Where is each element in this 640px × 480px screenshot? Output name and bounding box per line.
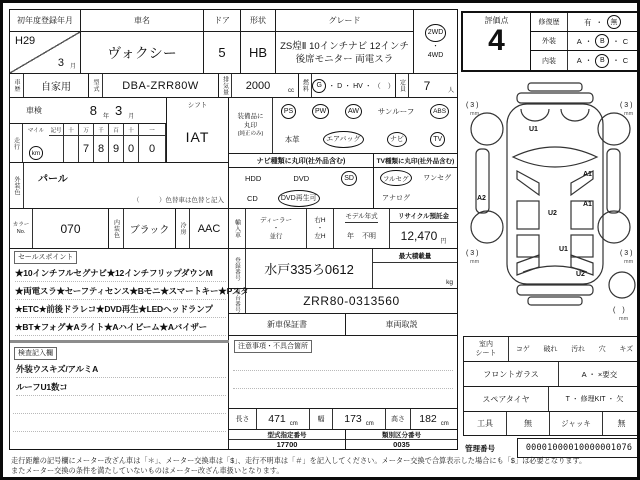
footer-note: [11, 456, 637, 476]
fuel-rest: ・ D ・ HV ・ （ ）: [328, 82, 395, 90]
note-text: 色替車は色替と記入: [165, 197, 224, 204]
shift-cell: [166, 97, 229, 163]
equipment-box: [228, 97, 458, 154]
nav-hdd: HDD: [245, 173, 262, 183]
type-designation-cell: [228, 429, 346, 450]
registration-row: [228, 248, 458, 289]
sep: ・: [584, 56, 593, 65]
mileage-digit: 8: [94, 136, 109, 162]
mileage-header: 一: [139, 124, 166, 136]
management-no-value: 00001000010000001076: [517, 438, 640, 458]
grade-value: [275, 31, 414, 74]
chassis-row: [228, 288, 458, 314]
mileage-digit: 0: [124, 136, 139, 162]
equip-leather: 本革: [284, 134, 300, 144]
pillar-left: [517, 171, 539, 195]
spare-tire-label: スペアタイヤ: [464, 387, 549, 411]
wheel-front-left: [471, 113, 503, 145]
capacity-value: 7: [423, 78, 431, 93]
tread-spare: ( ): [613, 307, 625, 314]
tools-row: [463, 411, 640, 436]
equipment-label: 装備品に 丸印 (純正のみ): [229, 98, 273, 153]
windshield-value: A ・ ×要交: [581, 369, 618, 379]
rear-pillar-left: [517, 255, 539, 275]
window-right-rear: [571, 235, 593, 257]
model-cell: [88, 73, 219, 98]
hood-arc-left: [521, 109, 549, 121]
chassis-label: 車台番号: [229, 289, 246, 313]
repair-yes: 有: [584, 17, 592, 27]
length-unit: cm: [289, 421, 298, 427]
seat-label: 室内 シート: [464, 337, 509, 361]
mileage-label: 走行: [10, 124, 23, 162]
equip-pw-circled: PW: [312, 104, 329, 119]
recycle-value: 12,470: [400, 228, 438, 243]
first-registration-value: [9, 31, 81, 74]
displacement-value: 2000: [245, 79, 271, 92]
window-left-front: [517, 201, 539, 229]
exterior-color-value: パール: [38, 174, 68, 185]
capacity-unit: 人: [447, 88, 454, 94]
drive-sep: ・: [432, 42, 439, 50]
reg-year: H29: [15, 35, 36, 47]
repair-no-circled: 無: [607, 15, 621, 29]
height-value: 182: [419, 413, 437, 425]
history-value: 自家用: [41, 82, 71, 93]
window-left-rear: [517, 235, 539, 257]
mileage-unit-cell: [23, 124, 49, 162]
displacement-unit: cc: [288, 88, 294, 94]
height-value-cell: [411, 409, 457, 429]
length-value: 471: [268, 413, 286, 425]
exterior-color-cell: [9, 162, 229, 209]
side-rail-left: [476, 149, 489, 213]
model-value: DBA-ZRR80W: [122, 79, 199, 92]
equip-aw-circled: AW: [345, 104, 362, 119]
color-no-cell: [9, 208, 109, 249]
sales-points-label: セールスポイント: [14, 251, 77, 264]
tv-oneseg: ワンセグ: [423, 175, 452, 182]
class-number-cell: [345, 429, 458, 450]
capacity-cell: [395, 73, 458, 98]
mileage-header: 千: [94, 124, 109, 136]
windshield-row: [463, 361, 640, 387]
grade-label: グレード: [275, 9, 414, 32]
shape-label: 形状: [240, 9, 276, 32]
spare-tire: [609, 272, 635, 298]
tread-front-left: ( 3 ): [466, 102, 479, 109]
equip-airbag-circled: エアバッグ: [323, 131, 363, 148]
tools-label: 工具: [464, 412, 507, 435]
nav-cd: CD: [247, 193, 258, 203]
shape-value: HB: [240, 31, 276, 74]
shaken-year-unit: 年: [102, 114, 109, 120]
shift-label: シフト: [187, 102, 208, 109]
tools-value: 無: [507, 412, 550, 435]
shaken-month: 3: [115, 103, 123, 118]
exterior-color-label: 外装色: [10, 163, 24, 208]
tread-unit: mm: [470, 259, 480, 265]
reg-month-unit: 月: [69, 64, 76, 70]
inspection-notes-area: [9, 344, 229, 450]
registration-value: 水戸335ろ0612: [246, 249, 373, 288]
seat-opt: 汚れ: [571, 346, 586, 353]
score-value: 4: [488, 24, 505, 57]
seat-opt: 穴: [598, 346, 606, 353]
equip-tv-circled: TV: [430, 132, 445, 147]
equipment-row1: [273, 98, 457, 126]
tread-unit: mm: [624, 259, 634, 265]
inspection-notes-label: 検査記入欄: [14, 347, 57, 360]
recycle-label: リサイクル預託金: [390, 209, 457, 223]
rear-bumper: [517, 285, 593, 295]
color-no-label: カラーNo.: [10, 209, 33, 248]
grade-a: A: [576, 56, 582, 65]
shaken-month-unit: 月: [128, 114, 135, 120]
manual-cell: 車両取説: [345, 313, 458, 336]
history-label: 車歴: [10, 74, 24, 97]
mileage-unit-mile: マイル: [27, 128, 45, 134]
nav-type-content: [228, 167, 374, 209]
equip-ps-circled: PS: [281, 104, 296, 119]
seat-opt: キズ: [619, 346, 634, 353]
fuel-gasoline-circled: G: [312, 79, 326, 93]
model-label: 型式: [89, 74, 103, 97]
interior-color-label: 内装色: [109, 209, 124, 248]
jack-value: 無: [617, 419, 626, 428]
grade-line1: ZS煌Ⅱ 10インチナビ 12インチ: [280, 40, 409, 52]
mileage-block: [9, 123, 167, 163]
nav-type-header: ナビ種類に丸印(社外品含む): [228, 153, 374, 168]
mileage-digit: [49, 136, 64, 162]
equip-navi-circled: ナビ: [387, 132, 407, 147]
car-name-label: 車名: [80, 9, 204, 32]
repair-label: 修復歴: [531, 13, 568, 31]
model-year-cell: [334, 209, 390, 248]
mileage-digit: 0: [139, 136, 166, 162]
rear-bumper-bottom: [528, 297, 582, 305]
import-label: 輸入車: [229, 209, 246, 248]
spare-tire-row: [463, 386, 640, 412]
length-value-cell: [257, 409, 310, 429]
evaluation-box: [461, 11, 639, 72]
model-year-value: 不明: [362, 232, 376, 240]
tv-type-header: TV種類に丸印(社外品含む): [373, 153, 458, 168]
drive-type-cell: [413, 9, 458, 74]
score-label: 評価点: [484, 16, 509, 25]
seat-opt: 破れ: [543, 346, 558, 353]
width-value: 173: [344, 413, 362, 425]
score-cell: [463, 13, 531, 70]
shaken-year: 8: [89, 103, 97, 118]
nav-dvd: DVD: [293, 173, 310, 183]
tread-front-right: ( 3 ): [620, 102, 633, 109]
damage-mark-right-lower: A1: [583, 201, 592, 208]
mileage-digit: 9: [109, 136, 124, 162]
mileage-digit: [64, 136, 79, 162]
door-label: ドア: [203, 9, 241, 32]
type-designation-label: 型式指定番号: [229, 430, 345, 440]
grade-c: C: [622, 56, 629, 65]
shaken-cell: [9, 97, 167, 124]
length-label: 長さ: [229, 409, 257, 429]
fuel-label: 燃料: [299, 74, 312, 97]
class-number-label: 類別区分番号: [346, 430, 457, 440]
mileage-header: 十: [64, 124, 79, 136]
max-load-cell: [373, 249, 457, 288]
equipment-row2: [273, 126, 457, 154]
seat-row: [463, 336, 640, 362]
section-divider: [9, 340, 229, 343]
tread-unit: mm: [470, 111, 480, 117]
import-row: [228, 208, 458, 249]
mileage-digit: 7: [79, 136, 94, 162]
max-load-kg: kg: [446, 279, 453, 286]
color-no-value: 070: [60, 221, 81, 236]
exterior-grade-label: 外装: [531, 32, 568, 50]
tread-unit: mm: [619, 316, 629, 322]
ac-value: AAC: [197, 222, 221, 235]
door-value: 5: [203, 31, 241, 74]
type-designation-value: 17700: [276, 440, 298, 449]
exterior-b-circled: B: [595, 34, 609, 48]
model-year-label: モデル年式: [345, 209, 377, 223]
seat-options: [509, 337, 640, 361]
footer-line1: 走行距離の記号欄にメーター改ざん車は「＊」、メーター交換車は「$」、走行不明車は「＃」を記入してください。メーター交換で合算表示した場合にも「$」は必要となります。: [11, 456, 587, 465]
repair-row: [531, 13, 637, 32]
height-label: 高さ: [386, 409, 411, 429]
mileage-unit-km-circled: km: [29, 146, 44, 160]
damage-mark-rear-bumper: U2: [576, 271, 585, 278]
interior-grade-row: [531, 51, 637, 70]
sales-line: ★ETC★前後ドラレコ★DVD再生★LEDヘッドランプ: [15, 301, 226, 318]
tread-rear-right: ( 3 ): [620, 250, 633, 257]
tv-analog: アナログ: [382, 195, 410, 202]
hood-arc-right: [561, 109, 589, 121]
dimensions-row: [228, 408, 458, 430]
mileage-header: 百: [109, 124, 124, 136]
recycle-cell: [390, 209, 457, 248]
front-bumper: [517, 93, 593, 103]
registration-label: 登録番号: [229, 249, 246, 288]
max-load-label: 最大積載量: [373, 249, 457, 263]
sep: ・: [612, 56, 620, 65]
sales-line: ★10インチフルセグナビ★12インチフリップダウンM: [15, 265, 226, 282]
mileage-header-kigo: 記号: [49, 124, 64, 136]
displacement-cell: [218, 73, 299, 98]
class-number-value: 0035: [393, 440, 410, 449]
mileage-header: 万: [79, 124, 94, 136]
jack-label: ジャッキ: [550, 412, 603, 435]
fuel-cell: [298, 73, 396, 98]
height-unit: cm: [440, 421, 449, 427]
tread-unit: mm: [624, 111, 634, 117]
equip-abs-circled: ABS: [430, 104, 449, 119]
car-diagram: [465, 79, 640, 333]
inspection-line: ルーフU1数コ: [16, 379, 226, 396]
windshield-label: フロントガラス: [464, 362, 559, 386]
history-cell: [9, 73, 89, 98]
interior-color-cell: [108, 208, 176, 249]
grade-line2: 後席モニター 両電スラ: [295, 53, 394, 65]
sales-line: ★BT★フォグ★Aライト★Aハイビーム★Aバイザー: [15, 319, 226, 336]
drive-2wd-circled: 2WD: [425, 24, 447, 42]
import-handle-cell: 右H ・ 左H: [307, 209, 334, 248]
damage-mark-left: A2: [477, 195, 486, 202]
equip-sunroof: サンルーフ: [377, 107, 415, 117]
fuel-options: [312, 74, 395, 97]
nav-dvd-play-circled: DVD再生可: [278, 190, 320, 207]
front-bumper-top: [528, 83, 582, 91]
note-paren: （ ）: [133, 197, 166, 204]
exterior-grade-row: [531, 32, 637, 51]
sep: ・: [595, 17, 603, 27]
damage-mark-front: U1: [529, 126, 538, 133]
sep: ・: [612, 36, 620, 46]
capacity-label: 定員: [396, 74, 409, 97]
recycle-yen: 円: [440, 239, 447, 245]
displacement-label: 排気量: [219, 74, 232, 97]
footer-line2: またメーター交換の条件を満たしていないものはメーター改ざん車扱いとなります。: [11, 466, 284, 475]
spare-tire-value: T ・ 修理KIT ・ 欠: [565, 396, 624, 403]
sales-line: ★両電スラ★セーフティセンス★Bモニ★スマートキー★Pスタ: [15, 283, 226, 300]
shaken-label: 車検: [26, 106, 42, 115]
interior-color-value: ブラック: [129, 225, 170, 236]
notes-label: 注意事項・不具合箇所: [234, 340, 312, 353]
model-year-unit: 年: [347, 232, 354, 240]
first-registration-label: 初年度登録年月: [9, 9, 81, 32]
damage-mark-center: U2: [548, 210, 557, 217]
car-name-value: ヴォクシー: [80, 31, 204, 74]
reg-month: 3: [57, 57, 64, 69]
mileage-header: 十: [124, 124, 139, 136]
notes-area: [228, 335, 458, 409]
interior-b-circled: B: [595, 54, 609, 68]
side-rail-right: [607, 149, 620, 213]
windshield: [513, 147, 597, 167]
tv-fullseg-circled: フルセグ: [380, 170, 412, 186]
wheel-rear-left: [471, 211, 503, 243]
shift-value: IAT: [185, 128, 210, 145]
damage-mark-rear: U1: [559, 246, 568, 253]
chassis-value: ZRR80-0313560: [303, 294, 400, 308]
management-no-label: 管理番号: [465, 444, 495, 453]
tread-rear-left: ( 3 ): [466, 250, 479, 257]
drive-4wd: 4WD: [427, 51, 444, 59]
tv-type-content: [373, 167, 458, 209]
ac-label: 冷房: [176, 209, 190, 248]
interior-grade-label: 内装: [531, 51, 568, 70]
grade-a: A: [576, 36, 582, 46]
grade-c: C: [622, 36, 629, 46]
exterior-color-note: [133, 195, 224, 204]
seat-opt: コゲ: [515, 346, 530, 353]
sep: ・: [584, 36, 593, 46]
width-unit: cm: [365, 421, 374, 427]
nav-sd-circled: SD: [341, 171, 357, 186]
warranty-cell: 新車保証書: [228, 313, 346, 336]
inspection-line: 外装ウスキズ/アルミA: [16, 361, 226, 378]
damage-mark-right-upper: A1: [583, 171, 592, 178]
width-label: 幅: [310, 409, 333, 429]
width-value-cell: [333, 409, 386, 429]
ac-cell: [175, 208, 229, 249]
import-dealer-cell: ディーラー ・ 並行: [246, 209, 307, 248]
